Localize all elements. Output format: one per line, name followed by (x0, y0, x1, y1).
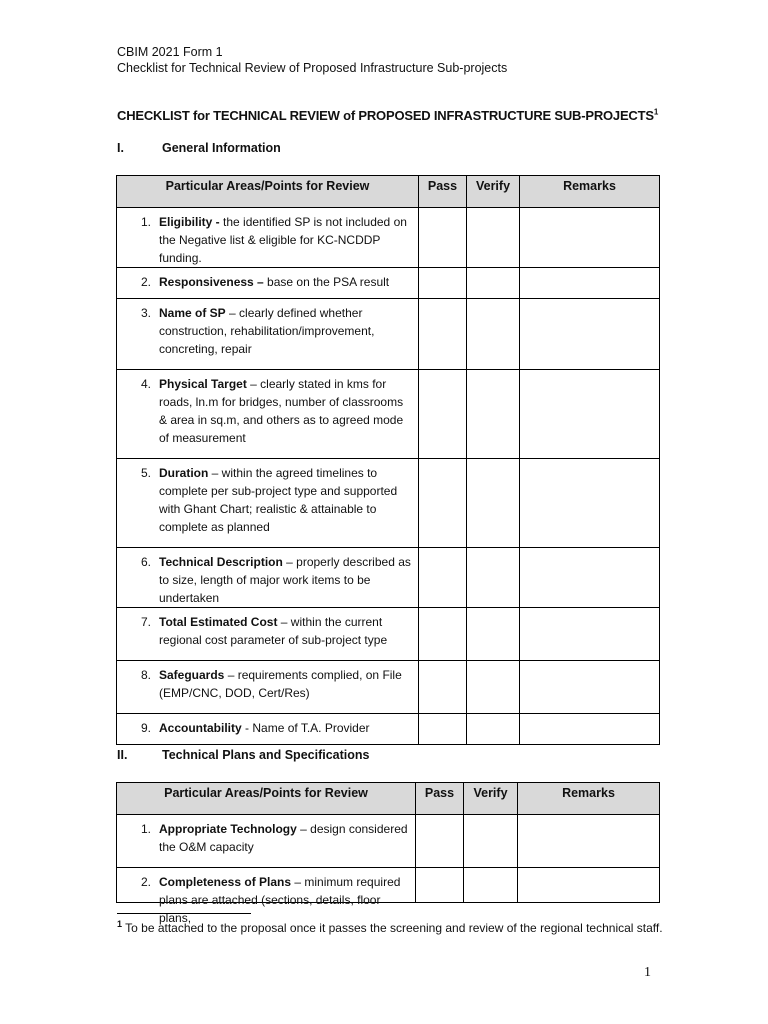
item-number: 1. (140, 215, 151, 229)
review-item (117, 208, 419, 268)
remarks-cell[interactable] (520, 459, 660, 548)
section-title: Technical Plans and Specifications (162, 748, 370, 762)
checklist-table-general (116, 175, 660, 745)
footnote-separator (117, 913, 251, 914)
item-number: 2. (140, 875, 151, 889)
review-item (117, 815, 416, 868)
item-description: – clearly defined whether construction, rehabilitation/improvement, concreting, repair (159, 306, 375, 356)
verify-cell[interactable] (467, 459, 520, 548)
item-term: Duration (159, 466, 209, 480)
item-number: 8. (140, 668, 151, 682)
item-term: Responsiveness – (159, 275, 264, 289)
section-number: I. (117, 141, 124, 155)
column-header-remarks: Remarks (520, 176, 660, 208)
item-term: Completeness of Plans (159, 875, 292, 889)
pass-cell[interactable] (419, 208, 467, 268)
column-header-verify: Verify (467, 176, 520, 208)
item-number: 1. (140, 822, 151, 836)
review-item (117, 661, 419, 714)
column-header-remarks: Remarks (518, 783, 660, 815)
section-heading (117, 141, 281, 155)
remarks-cell[interactable] (518, 868, 660, 903)
item-description: – design considered the O&M capacity (159, 822, 408, 854)
remarks-cell[interactable] (518, 815, 660, 868)
verify-cell[interactable] (467, 714, 520, 745)
item-number: 6. (140, 555, 151, 569)
item-description: the identified SP is not included on the Negative list & eligible for KC-NCDDP funding. (159, 215, 407, 265)
pass-cell[interactable] (419, 459, 467, 548)
pass-cell[interactable] (416, 815, 464, 868)
table-row (117, 370, 660, 459)
verify-cell[interactable] (467, 299, 520, 370)
footnote-text: To be attached to the proposal once it passes the screening and review of the regional technical staff. (122, 921, 663, 935)
item-term: Physical Target (159, 377, 247, 391)
remarks-cell[interactable] (520, 608, 660, 661)
pass-cell[interactable] (419, 714, 467, 745)
verify-cell[interactable] (467, 548, 520, 608)
review-item (117, 459, 419, 548)
table-header-row (117, 176, 660, 208)
pass-cell[interactable] (419, 370, 467, 459)
review-item (117, 548, 419, 608)
item-description: – within the current regional cost parameter of sub-project type (159, 615, 388, 647)
item-description: – requirements complied, on File (EMP/CNC, DOD, Cert/Res) (159, 668, 402, 700)
remarks-cell[interactable] (520, 370, 660, 459)
section-title: General Information (162, 141, 281, 155)
verify-cell[interactable] (467, 268, 520, 299)
item-number: 2. (140, 275, 151, 289)
pass-cell[interactable] (419, 268, 467, 299)
remarks-cell[interactable] (520, 299, 660, 370)
column-header-verify: Verify (464, 783, 518, 815)
column-header-areas: Particular Areas/Points for Review (117, 176, 419, 208)
review-item (117, 608, 419, 661)
table-row (117, 714, 660, 745)
pass-cell[interactable] (419, 299, 467, 370)
table-row (117, 299, 660, 370)
item-number: 7. (140, 615, 151, 629)
verify-cell[interactable] (467, 370, 520, 459)
item-term: Safeguards (159, 668, 225, 682)
form-header-code: CBIM 2021 Form 1 (117, 45, 223, 59)
table-header-row (117, 783, 660, 815)
remarks-cell[interactable] (520, 208, 660, 268)
item-description: – properly described as to size, length of major work items to be undertaken (159, 555, 411, 605)
review-item (117, 868, 416, 925)
review-item (117, 299, 419, 370)
item-term: Eligibility - (159, 215, 220, 229)
verify-cell[interactable] (467, 608, 520, 661)
table-row (117, 208, 660, 268)
table-row (117, 268, 660, 299)
table-row (117, 608, 660, 661)
table-row (117, 868, 660, 903)
review-item (117, 370, 419, 459)
remarks-cell[interactable] (520, 714, 660, 745)
item-number: 3. (140, 306, 151, 320)
footnote (117, 919, 663, 935)
title-footnote-mark: 1 (653, 107, 659, 117)
pass-cell[interactable] (419, 661, 467, 714)
item-number: 9. (140, 721, 151, 735)
item-term: Total Estimated Cost (159, 615, 278, 629)
verify-cell[interactable] (464, 868, 518, 903)
document-title (117, 108, 658, 123)
item-description: – clearly stated in kms for roads, ln.m for bridges, number of classrooms & area in sq.m, and others as to agreed mode of measurement (159, 377, 404, 445)
item-term: Technical Description (159, 555, 283, 569)
remarks-cell[interactable] (520, 548, 660, 608)
remarks-cell[interactable] (520, 268, 660, 299)
verify-cell[interactable] (464, 815, 518, 868)
item-term: Appropriate Technology (159, 822, 297, 836)
pass-cell[interactable] (419, 608, 467, 661)
table-row (117, 548, 660, 608)
item-number: 4. (140, 377, 151, 391)
item-description: – within the agreed timelines to complete per sub-project type and supported with Ghant Chart; realistic & attainable to complete as planned (159, 466, 398, 534)
pass-cell[interactable] (416, 868, 464, 903)
column-header-pass: Pass (419, 176, 467, 208)
section-number: II. (117, 748, 128, 762)
remarks-cell[interactable] (520, 661, 660, 714)
pass-cell[interactable] (419, 548, 467, 608)
table-row (117, 459, 660, 548)
item-description: - Name of T.A. Provider (241, 721, 370, 735)
section-heading (117, 748, 369, 762)
footnote-mark: 1 (117, 919, 123, 929)
item-term: Name of SP (159, 306, 226, 320)
item-term: Accountability (159, 721, 242, 735)
table-row (117, 661, 660, 714)
review-item (117, 714, 419, 745)
item-description: – minimum required plans are attached (sections, details, floor plans, (159, 875, 401, 925)
page-number: 1 (644, 965, 651, 980)
table-row (117, 815, 660, 868)
review-item (117, 268, 419, 299)
verify-cell[interactable] (467, 661, 520, 714)
column-header-areas: Particular Areas/Points for Review (117, 783, 416, 815)
form-header-subtitle: Checklist for Technical Review of Proposed Infrastructure Sub-projects (117, 61, 508, 75)
item-description: base on the PSA result (263, 275, 390, 289)
checklist-table-plans (116, 782, 660, 925)
item-number: 5. (140, 466, 151, 480)
document-title-text: CHECKLIST for TECHNICAL REVIEW of PROPOSED INFRASTRUCTURE SUB-PROJECTS (117, 108, 654, 123)
verify-cell[interactable] (467, 208, 520, 268)
column-header-pass: Pass (416, 783, 464, 815)
